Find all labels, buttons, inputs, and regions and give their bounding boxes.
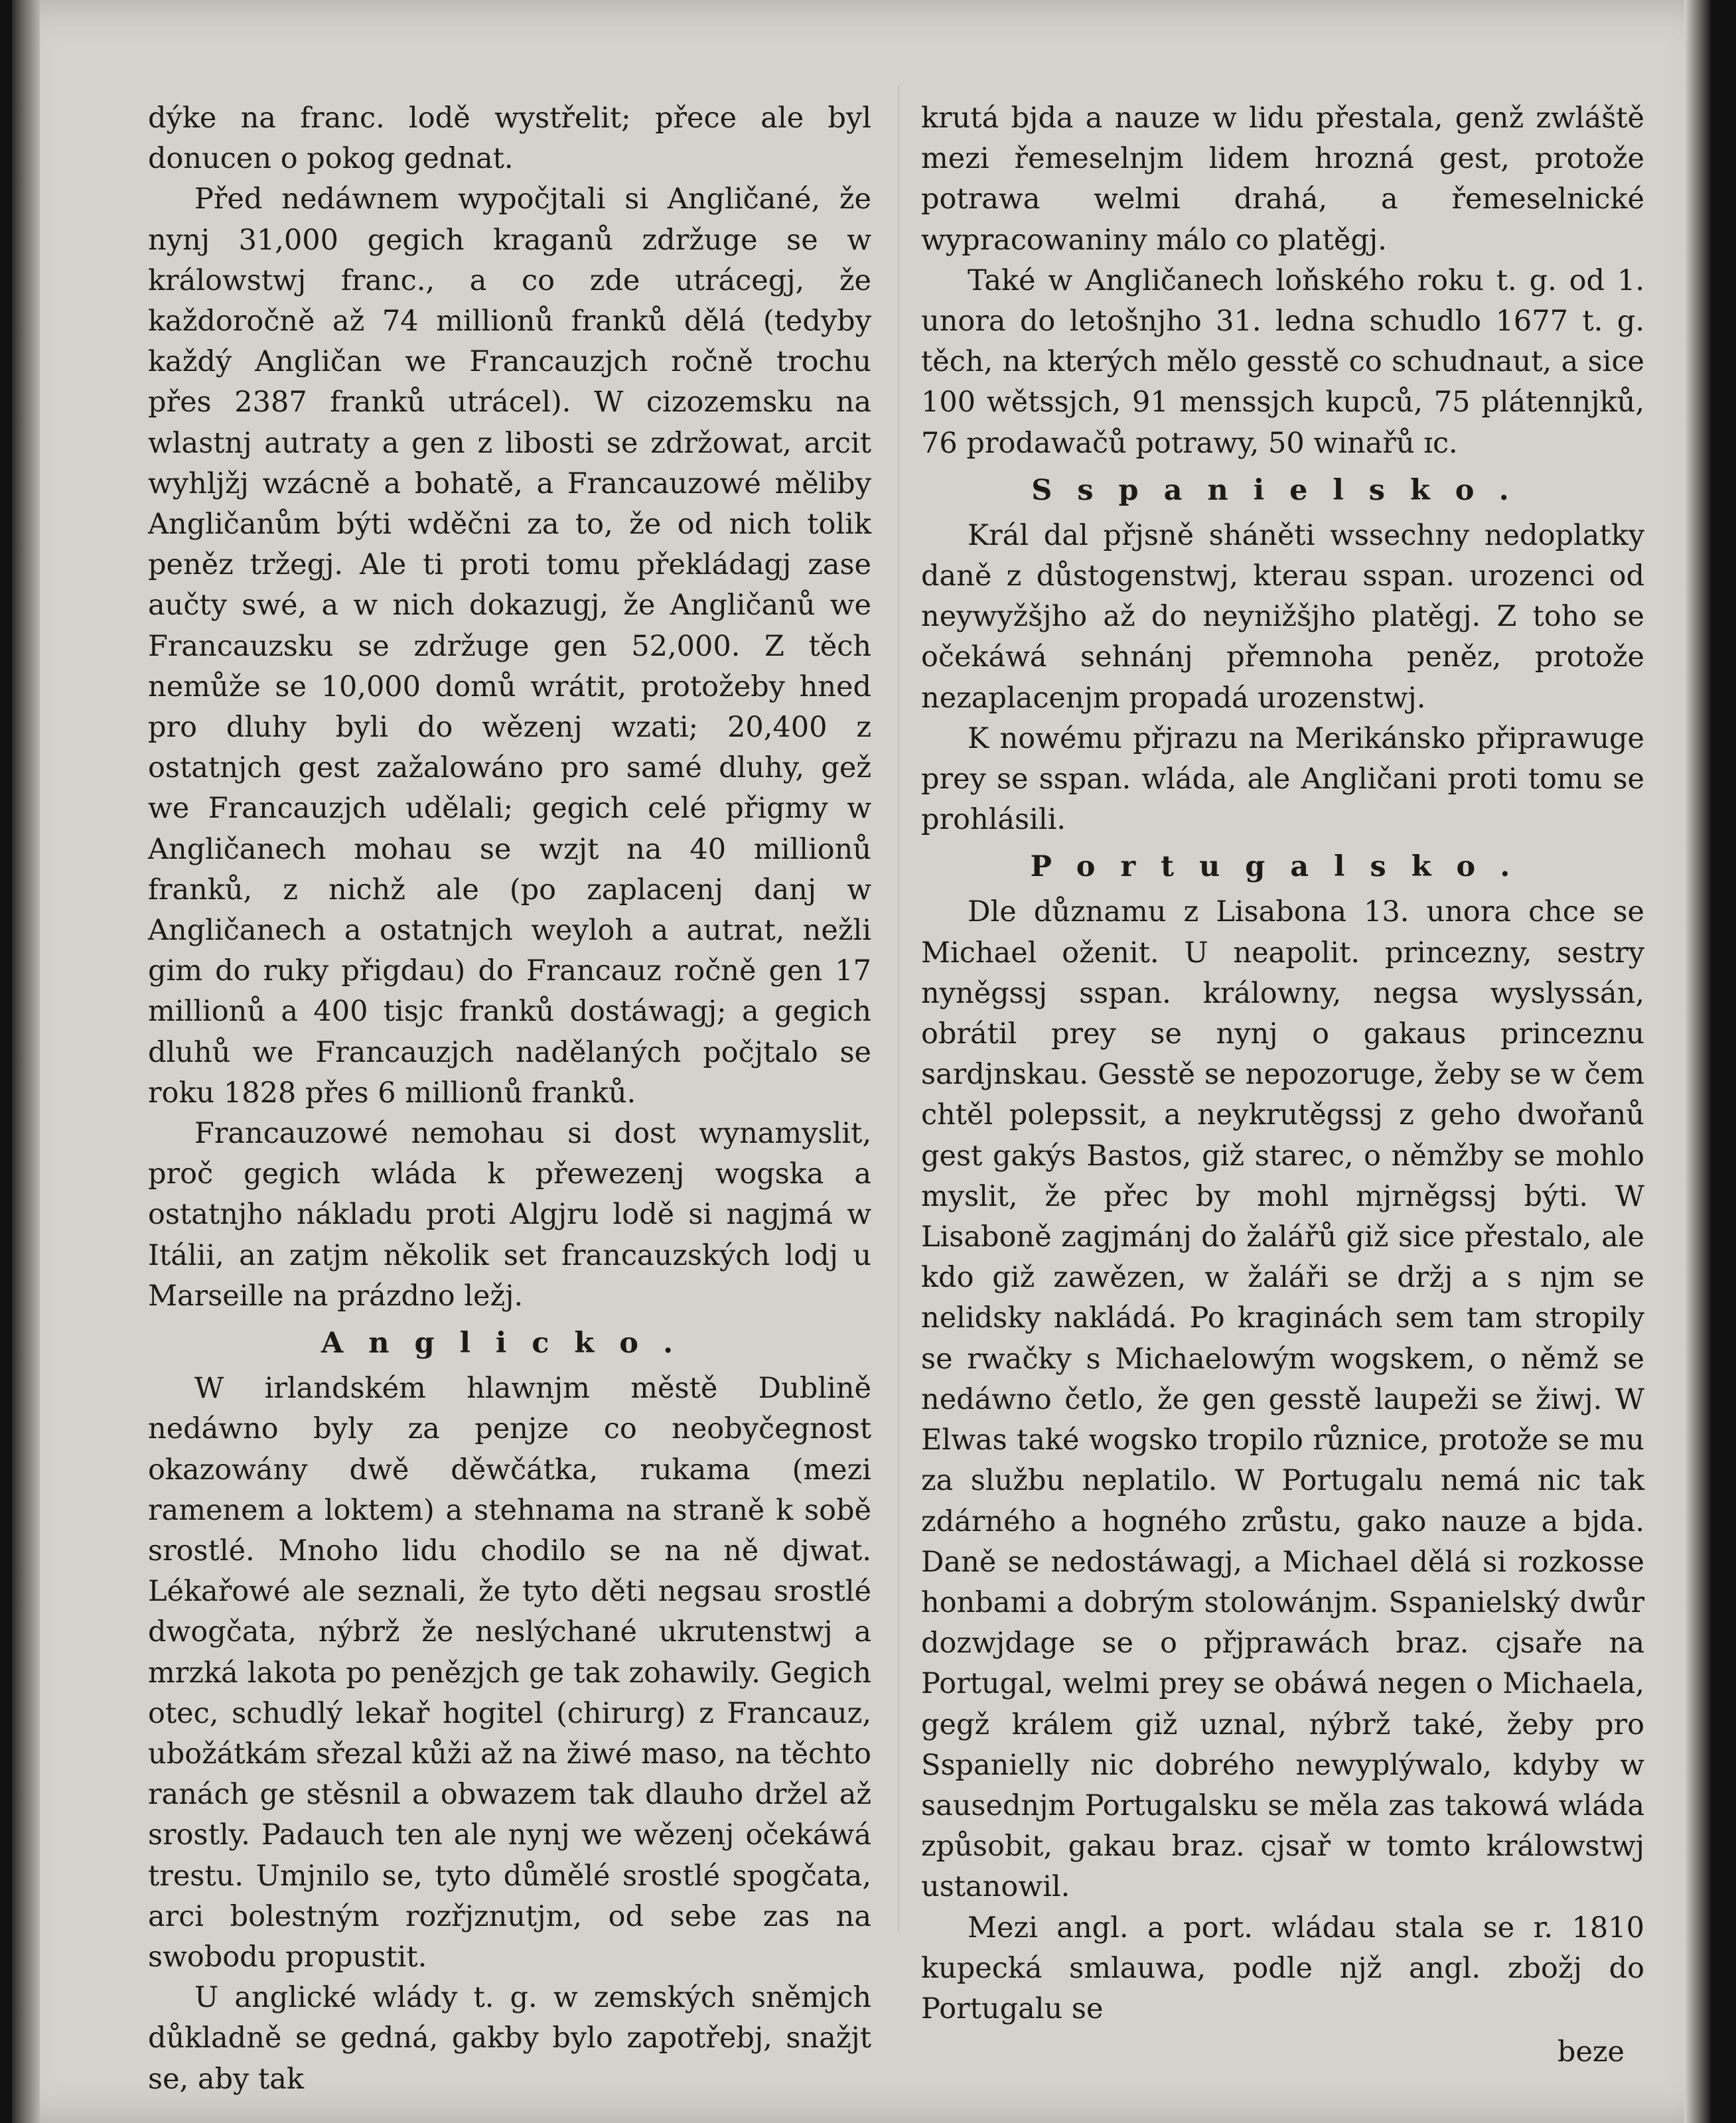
paragraph-america-expedition: K nowému přjrazu na Merikánsko připrawuge prey se sspan. wláda, ale Angličani proti tomu se prohlásili. <box>921 721 1644 837</box>
paragraph-michael-lisbon: Dle důznamu z Lisabona 13. unora chce se Michael oženit. U neapolit. princezny, sestry nyněgssj sspan. králowny, negsa wyslyssán, obrátil prey se nynj o gakaus princeznu sardjnskau. Gesstě se nepozoruge, žeby se w čem chtěl polepssit, a neykrutěgssj z geho dwořanů gest gakýs Bastos, giž starec, o němžby se mohlo myslit, že přec by mohl mjrněgssj býti. W Lisaboně zagjmánj do žalářů giž sice přestalo, ale kdo giž zawězen, w žaláři se držj a s njm se nelidsky nakládá. Po kraginách sem tam stropily se rwačky s Michaelowým wogskem, o němž se nedáwno četlo, že gen gesstě laupeži se žiwj. W Elwas také wogsko tropilo různice, protože se mu za službu neplatilo. W Portugalu nemá nic tak zdárného a hogného zrůstu, gako nauze a bjda. Daně se nedostáwagj, a Michael dělá si rozkosse honbami a dobrým stolowánjm. Sspanielský dwůr dozwjdage se o přjprawách braz. cjsaře na Portugal, welmi prey se obáwá negen o Michaela, gegž králem giž uznal, nýbrž také, žeby pro Sspanielly nic dobrého newyplýwalo, kdyby w sausednjm Portugalsku se měla zas takowá wláda způsobit, gakau braz. cjsař w tomto králowstwj ustanowil. <box>921 895 1644 1904</box>
catchword: beze <box>1557 2035 1625 2069</box>
column-gutter <box>898 86 899 1931</box>
paragraph-continued: dýke na franc. lodě wystřelit; přece ale byl donucen o pokog gednat. <box>148 102 871 176</box>
paragraph-trade-treaty: Mezi angl. a port. wládau stala se r. 1810 kupecká smlauwa, podle njž angl. zbožj do Portugalu se <box>921 1911 1644 2025</box>
section-title-sspanielsko: Sspanielsko. <box>1031 473 1534 507</box>
section-title-anglicko: Anglicko. <box>321 1327 699 1360</box>
paragraph-algiers-ships: Francauzowé nemohau si dost wynamyslit, proč gegich wláda k přewezenj wogska a ostatnjho nákladu proti Algjru lodě si nagjmá w Itálii, an zatjm několik set francauzských lodj u Marseille na prázdno ležj. <box>148 1117 871 1313</box>
paragraph-king-taxes: Král dal přjsně sháněti wssechny nedoplatky daně z důstogenstwj, kterau sspan. urozenci od neywyžšjho až do neynižšjho platěgj. Z toho se očekáwá sehnánj přemnoha peněz, protože nezaplacenjm propadá urozenstwj. <box>921 518 1644 715</box>
paragraph-english-parliament: U anglické wlády t. g. w zemských sněmjch důkladně se gedná, gakby bylo zapotřebj, snažjt se, aby tak <box>148 1981 871 2096</box>
book-spine-shadow <box>12 0 40 2123</box>
paragraph-dublin-twins: W irlandském hlawnjm městě Dublině nedáwno byly za penjze co neobyčegnost okazowány dwě děwčátka, rukama (mezi ramenem a loktem) a stehnama na straně k sobě srostlé. Mnoho lidu chodilo se na ně djwat. Lékařowé ale seznali, že tyto děti negsau srostlé dwogčata, nýbrž že neslýchané ukrutenstwj a mrzká lakota po penězjch ge tak zohawily. Gegich otec, schudlý lekař hogitel (chirurg) z Francauz, ubožátkám sřezal kůži až na žiwé maso, na těchto ranách ge stěsnil a obwazem tak dlauho držel až srostly. Padauch ten ale nynj we wězenj očekáwá trestu. Umjnilo se, tyto důmělé srostlé spogčata, arci bolestným rozřjznutjm, od sebe zas na swobodu propustit. <box>148 1372 871 1974</box>
paragraph-continued-poverty: krutá bjda a nauze w lidu přestala, genž zwláště mezi řemeselnjm lidem hrozná gest, protože potrawa welmi drahá, a řemeselnické wypracowaniny málo co platěgj. <box>921 102 1644 257</box>
page-edge-shadow <box>1684 0 1711 2123</box>
scanned-page <box>12 0 1711 2123</box>
section-title-portugalsko: Portugalsko. <box>1030 850 1536 884</box>
left-column <box>148 98 871 2100</box>
paragraph-bankruptcies: Také w Angličanech loňského roku t. g. od 1. unora do letošnjho 31. ledna schudlo 1677 t. g. těch, na kterých mělo gesstě co schudnaut, a sice 100 wětssjch, 91 menssjch kupců, 75 plátennjků, 76 prodawačů potrawy, 50 winařů ɪc. <box>921 263 1644 460</box>
paragraph-english-in-france: Před nedáwnem wypočjtali si Angličané, že nynj 31,000 gegich kraganů zdržuge se w králowstwj franc., a co zde utrácegj, že každoročně až 74 millionů franků dělá (tedyby každý Angličan we Francauzjch ročně trochu přes 2387 franků utrácel). W cizozemsku na wlastnj autraty a gen z libosti se zdržowat, arcit wyhljžj wzácně a bohatě, a Francauzowé měliby Angličanům býti wděčni za to, že od nich tolik peněz tržegj. Ale ti proti tomu překládagj zase aučty swé, a w nich dokazugj, že Angličanů we Francauzsku se zdržuge gen 52,000. Z těch nemůže se 10,000 domů wrátit, protožeby hned pro dluhy byli do wězenj wzati; 20,400 z ostatnjch gest zažalowáno pro samé dluhy, gež we Francauzjch udělali; gegich celé přigmy w Angličanech mohau se wzjt na 40 millionů franků, z nichž ale (po zaplacenj danj w Angličanech a ostatnjch weyloh a autrat, nežli gim do ruky přigdau) do Francauz ročně gen 17 millionů a 400 tisjc franků dostáwagj; a gegich dluhů we Francauzjch nadělaných počjtalo se roku 1828 přes 6 millionů franků. <box>148 183 871 1110</box>
right-column <box>921 98 1644 2073</box>
